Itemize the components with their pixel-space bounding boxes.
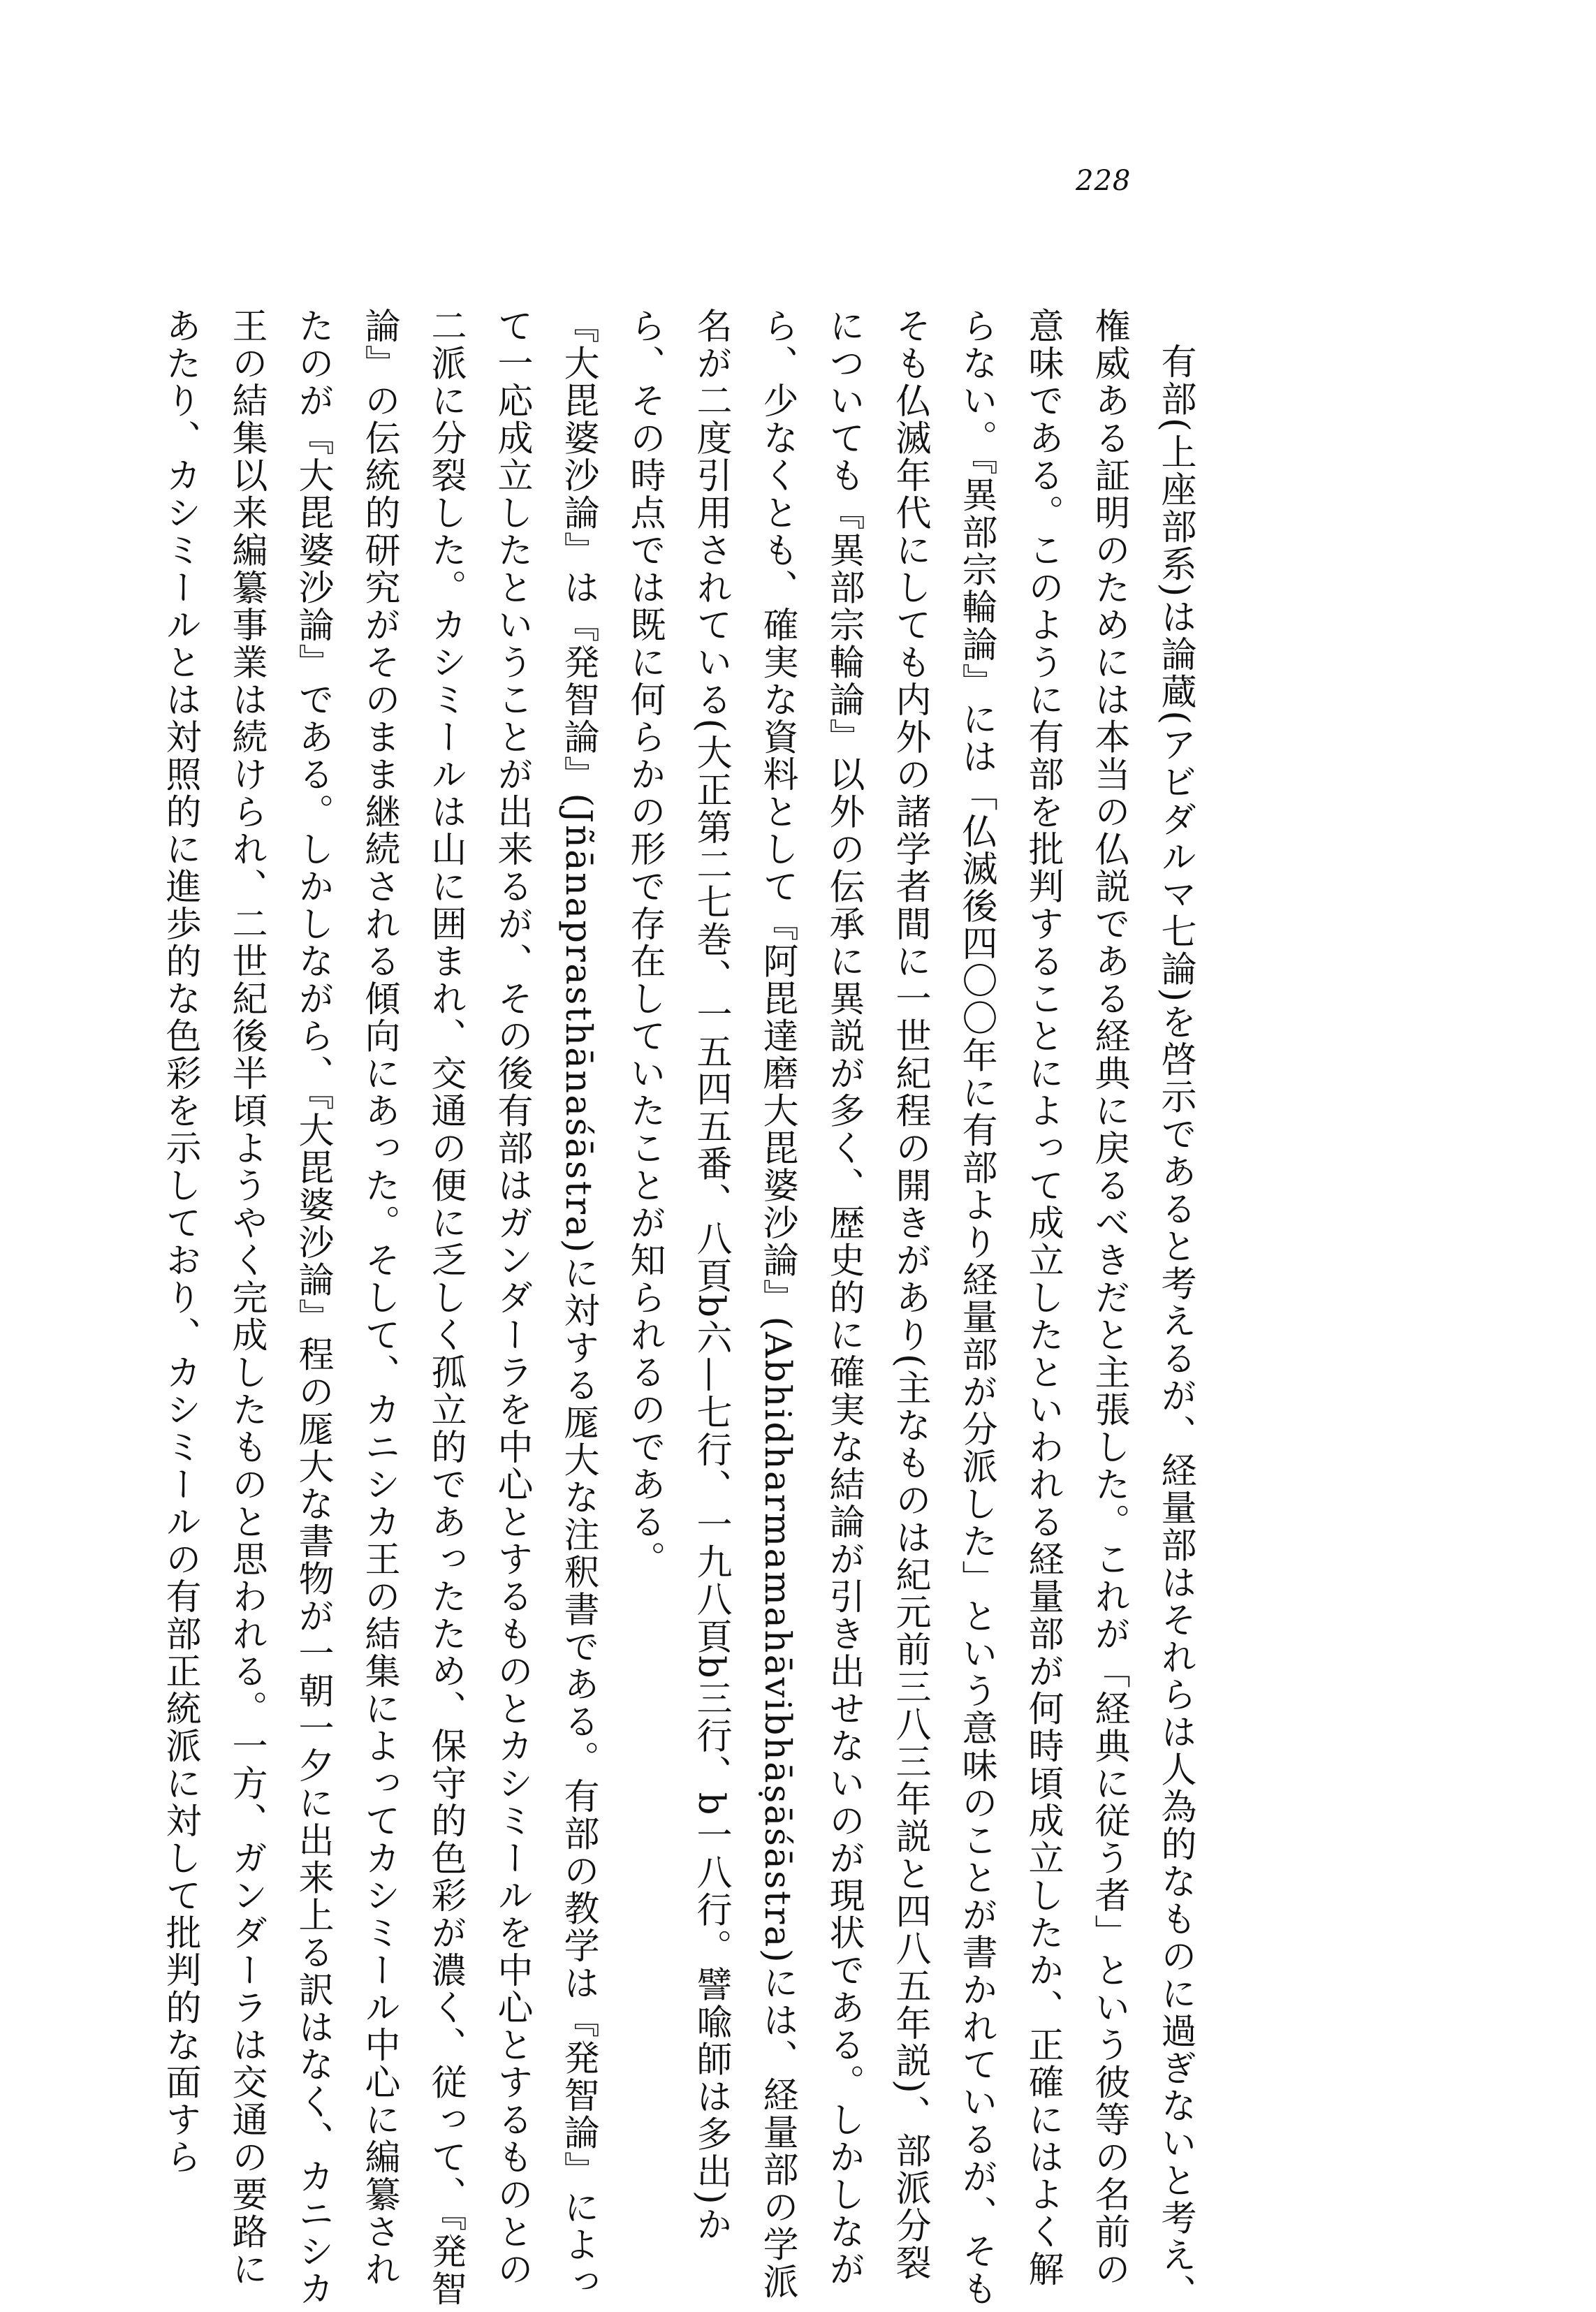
body-text bbox=[0, 307, 1208, 2312]
paragraph-1: 有部(上座部系)は論蔵(アビダルマ七論)を啓示であると考えるが、経量部はそれらは人為的なものに過ぎないと考え、権威ある証明のためには本当の仏説である経典に戻るべきだと主張した。これが「経典に従う者」という彼等の名前の意味である。このように有部を批判することによって成立したといわれる経量部が何時頃成立したか、正確にはよく解らない。『異部宗輪論』には「仏滅後四〇〇年に有部より経量部が分派した」という意味のことが書かれているが、そもそも仏滅年代にしても内外の諸学者間に一世紀程の開きがあり(主なものは紀元前三八三年説と四八五年説)、部派分裂についても『異部宗輪論』以外の伝承に異説が多く、歴史的に確実な結論が引き出せないのが現状である。しかしながら、少なくとも、確実な資料として『阿毘達磨大毘婆沙論』(Abhidharmamahāvibhāṣāśāstra)には、経量部の学派名が二度引用されている(大正第二七巻、一五四五番、八頁b六—七行、一九八頁b三行、b一八行。譬喩師は多出)から、その時点では既に何らかの形で存在していたことが知られるのである。 bbox=[624, 307, 1196, 2312]
paragraph-2: 『大毘婆沙論』は『発智論』(Jñānaprasthānaśāstra)に対する厖大な注釈書である。有部の教学は『発智論』によって一応成立したということが出来るが、その後有部はガンダーラを中心とするものとカシミールを中心とするものとの二派に分裂した。カシミールは山に囲まれ、交通の便に乏しく孤立的であったため、保守的色彩が濃く、従って、『発智論』の伝統的研究がそのまま継続される傾向にあった。そして、カニシカ王の結集によってカシミール中心に編纂されたのが『大毘婆沙論』である。しかしながら、『大毘婆沙論』程の厖大な書物が一朝一夕に出来上る訳はなく、カニシカ王の結集以来編纂事業は続けられ、二世紀後半頃ようやく完成したものと思われる。一方、ガンダーラは交通の要路にあたり、カシミールとは対照的に進歩的な色彩を示しており、カシミールの有部正統派に対して批判的な面すら bbox=[159, 307, 599, 2308]
page-number: 228 bbox=[1076, 165, 1132, 197]
